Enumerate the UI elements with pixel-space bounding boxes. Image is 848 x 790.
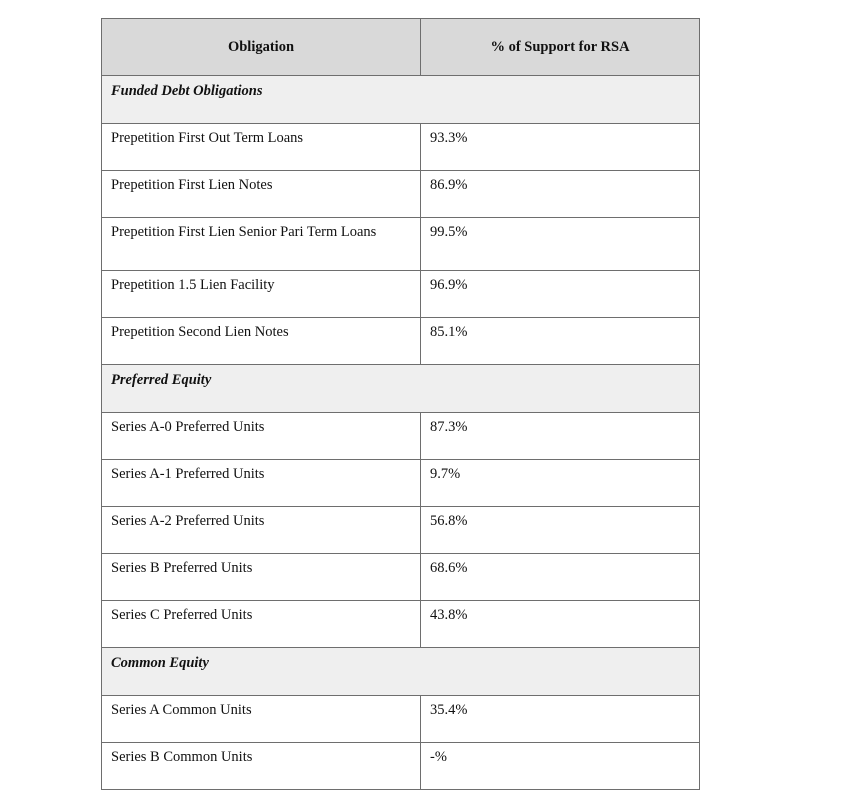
table-row	[102, 507, 700, 554]
table-row	[102, 554, 700, 601]
section-row-funded-debt	[102, 76, 700, 124]
header-support: % of Support for RSA	[421, 19, 700, 76]
support-value: 87.3%	[421, 413, 700, 460]
section-row-preferred-equity	[102, 365, 700, 413]
support-value: 96.9%	[421, 271, 700, 318]
support-value: 99.5%	[421, 218, 700, 271]
obligation-name: Prepetition Second Lien Notes	[102, 318, 421, 365]
section-title: Funded Debt Obligations	[102, 76, 700, 124]
table-row	[102, 271, 700, 318]
obligation-name: Series B Preferred Units	[102, 554, 421, 601]
table-row	[102, 413, 700, 460]
section-row-common-equity	[102, 648, 700, 696]
support-value: -%	[421, 743, 700, 790]
support-value: 9.7%	[421, 460, 700, 507]
support-value: 85.1%	[421, 318, 700, 365]
support-value: 93.3%	[421, 124, 700, 171]
support-value: 56.8%	[421, 507, 700, 554]
support-value: 43.8%	[421, 601, 700, 648]
support-value: 35.4%	[421, 696, 700, 743]
support-value: 68.6%	[421, 554, 700, 601]
table-row	[102, 601, 700, 648]
obligation-name: Series A-0 Preferred Units	[102, 413, 421, 460]
table-row	[102, 124, 700, 171]
section-title: Preferred Equity	[102, 365, 700, 413]
obligation-name: Prepetition First Out Term Loans	[102, 124, 421, 171]
header-obligation: Obligation	[102, 19, 421, 76]
table-row	[102, 696, 700, 743]
obligation-name: Series B Common Units	[102, 743, 421, 790]
table-row	[102, 218, 700, 271]
obligation-name: Series A-1 Preferred Units	[102, 460, 421, 507]
support-value: 86.9%	[421, 171, 700, 218]
obligation-name: Prepetition 1.5 Lien Facility	[102, 271, 421, 318]
section-title: Common Equity	[102, 648, 700, 696]
obligation-name: Series A-2 Preferred Units	[102, 507, 421, 554]
obligation-name: Prepetition First Lien Senior Pari Term Loans	[102, 218, 421, 271]
support-table	[101, 18, 700, 790]
table-row	[102, 318, 700, 365]
table-row	[102, 171, 700, 218]
table-header-row	[102, 19, 700, 76]
table-row	[102, 460, 700, 507]
obligation-name: Prepetition First Lien Notes	[102, 171, 421, 218]
table-row	[102, 743, 700, 790]
obligation-name: Series A Common Units	[102, 696, 421, 743]
obligation-name: Series C Preferred Units	[102, 601, 421, 648]
